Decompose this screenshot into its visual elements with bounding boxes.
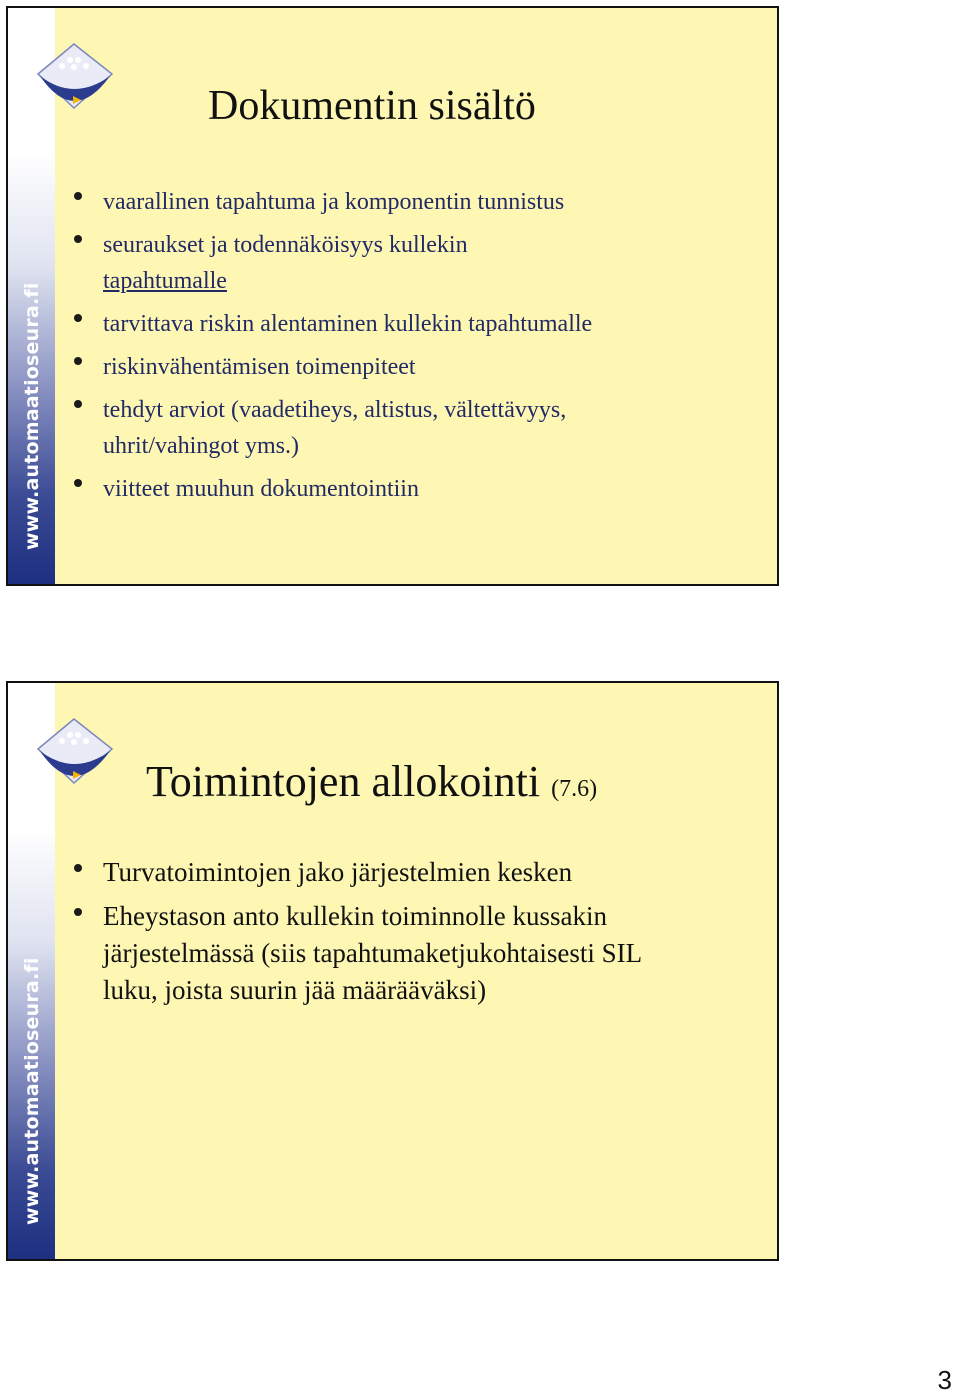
slide-title-suffix: (7.6) bbox=[551, 776, 598, 802]
list-item bbox=[74, 349, 714, 385]
bullet-dot-icon bbox=[74, 235, 82, 243]
bullet-dot-icon bbox=[74, 479, 82, 487]
slide-title: Dokumentin sisältö bbox=[208, 83, 536, 129]
bullet-dot-icon bbox=[74, 400, 82, 408]
bullet-text: Turvatoimintojen jako järjestelmien kesken bbox=[103, 857, 573, 887]
bullet-dot-icon bbox=[74, 908, 82, 916]
list-item bbox=[74, 471, 714, 507]
slide-title bbox=[146, 756, 597, 807]
page-number: 3 bbox=[937, 1365, 952, 1395]
list-item bbox=[74, 854, 714, 891]
bullet-list bbox=[74, 184, 714, 514]
list-item bbox=[74, 184, 714, 220]
bullet-dot-icon bbox=[74, 314, 82, 322]
bullet-text: seuraukset ja todennäköisyys kullekin bbox=[103, 232, 468, 258]
sidebar-url: www.automaatioseura.fi bbox=[20, 957, 43, 1225]
automaatioseura-logo-icon bbox=[30, 36, 120, 116]
list-item bbox=[74, 306, 714, 342]
bullet-dot-icon bbox=[74, 357, 82, 365]
slide-title-text: Toimintojen allokointi bbox=[146, 757, 541, 806]
bullet-text-continuation: uhrit/vahingot yms.) bbox=[103, 433, 299, 459]
sidebar-url-wrap bbox=[8, 957, 55, 1247]
bullet-dot-icon bbox=[74, 864, 82, 872]
list-item bbox=[74, 227, 714, 299]
bullet-text: tarvittava riskin alentaminen kullekin tapahtumalle bbox=[103, 311, 593, 337]
automaatioseura-logo-icon bbox=[30, 711, 120, 791]
bullet-text: Eheystason anto kullekin toiminnolle kussakin bbox=[103, 901, 607, 931]
bullet-text: vaarallinen tapahtuma ja komponentin tunnistus bbox=[103, 189, 565, 215]
bullet-dot-icon bbox=[74, 192, 82, 200]
bullet-text: riskinvähentämisen toimenpiteet bbox=[103, 354, 416, 380]
slide-2 bbox=[6, 681, 779, 1261]
sidebar-url-wrap bbox=[8, 282, 55, 572]
bullet-text: viitteet muuhun dokumentointiin bbox=[103, 476, 419, 502]
bullet-list bbox=[74, 854, 714, 1016]
bullet-text-continuation: luku, joista suurin jää määrääväksi) bbox=[103, 975, 487, 1005]
slide-1 bbox=[6, 6, 779, 586]
bullet-text-continuation: tapahtumalle bbox=[103, 268, 227, 294]
list-item bbox=[74, 898, 714, 1009]
bullet-text: tehdyt arviot (vaadetiheys, altistus, vältettävyys, bbox=[103, 397, 567, 423]
sidebar-url: www.automaatioseura.fi bbox=[20, 282, 43, 550]
list-item bbox=[74, 392, 714, 464]
bullet-text-continuation: järjestelmässä (siis tapahtumaketjukohtaisesti SIL bbox=[103, 938, 643, 968]
